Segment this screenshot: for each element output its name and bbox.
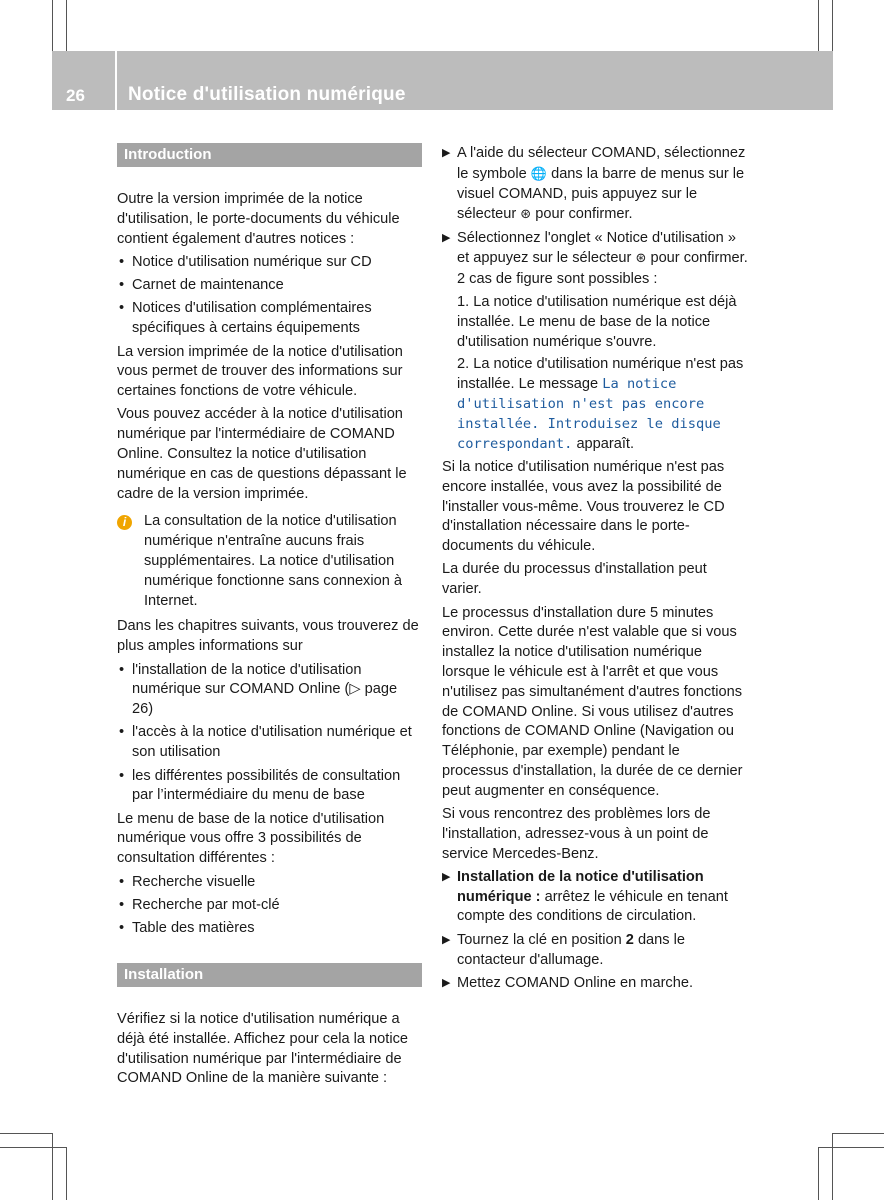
instruction-step: ▶ Tournez la clé en position 2 dans le contacteur d'allumage.: [442, 931, 685, 968]
crop-mark: [818, 1147, 884, 1148]
left-column: [117, 143, 422, 942]
instruction-step: ▶ Mettez COMAND Online en marche.: [442, 974, 748, 994]
crop-mark: [818, 0, 819, 51]
paragraph: Si la notice d'utilisation numérique n'est pas encore installée, vous avez la possibilité de l'installer vous-même. Vous trouverez le CD d'installation nécessaire dans le porte-documents du véhicule.: [442, 458, 725, 555]
crop-mark: [0, 1133, 52, 1134]
display-message: La notice d'utilisation n'est pas encore installée. Introduisez le disque correspondant.: [457, 376, 721, 452]
page-number: 26: [66, 86, 85, 105]
crop-mark: [832, 0, 833, 51]
controller-press-icon: ⊛: [520, 206, 532, 222]
info-note-text: La consultation de la notice d'utilisation numérique n'entraîne aucuns frais supplémentaires. La notice d'utilisation numérique fonctionne sans connexion à Internet.: [144, 513, 402, 609]
paragraph: La version imprimée de la notice d'utilisation vous permet de trouver des informations sur certaines fonctions de votre véhicule.: [117, 343, 403, 400]
crop-mark: [832, 1133, 833, 1200]
paragraph: Vérifiez si la notice d'utilisation numérique a déjà été installée. Affichez pour cela la notice d'utilisation numérique par l'intermédiaire de COMAND Online de la manière suivante :: [117, 1011, 408, 1087]
step-arrow-icon: ▶: [442, 231, 451, 244]
list-item: • l'accès à la notice d'utilisation numérique et son utilisation: [117, 723, 422, 763]
crop-mark: [66, 0, 67, 51]
list-item: • Notice d'utilisation numérique sur CD: [117, 253, 422, 273]
instruction-step: ▶ Installation de la notice d'utilisation numérique : arrêtez le véhicule en tenant compte des conditions de circulation.: [442, 868, 728, 925]
step-arrow-icon: ▶: [442, 147, 451, 159]
case-1: 1. La notice d'utilisation numérique est déjà installée. Le menu de base de la notice d'utilisation numérique s'ouvre.: [457, 294, 737, 350]
paragraph: Vous pouvez accéder à la notice d'utilisation numérique par l'intermédiaire de COMAND Online. Consultez la notice d'utilisation numérique en cas de questions dépassant le cadre de la version imprimée.: [117, 406, 407, 502]
crop-mark: [818, 1147, 819, 1200]
right-column: [442, 144, 748, 997]
section-heading-installation: Installation: [117, 963, 422, 987]
paragraph: Le processus d'installation dure 5 minutes environ. Cette durée n'est valable que si vous installez la notice d'utilisation numérique lorsque le véhicule est à l'arrêt et que vous n'utilisez pas simultanément d'autres fonctions de COMAND Online. Si vous utilisez d'autres fonctions de COMAND Online (Navigation ou Téléphonie, par exemple) pendant le processus d'installation, la durée de ce dernier peut augmenter en conséquence.: [442, 604, 743, 799]
list-item: • l'installation de la notice d'utilisation numérique sur COMAND Online (▷ page 26): [117, 661, 422, 720]
info-note: [117, 512, 422, 611]
list-item: • Recherche par mot-clé: [117, 896, 422, 916]
cases-intro: 2 cas de figure sont possibles :: [457, 271, 658, 288]
paragraph: Dans les chapitres suivants, vous trouverez de plus amples informations sur: [117, 618, 419, 655]
list-item: • Table des matières: [117, 919, 422, 939]
list-item: • Carnet de maintenance: [117, 276, 422, 296]
instruction-step: ▶ A l'aide du sélecteur COMAND, sélectionnez le symbole 🌐 dans la barre de menus sur le visuel COMAND, puis appuyez sur le sélecteur ⊛ pour confirmer.: [442, 145, 746, 223]
crop-mark: [832, 1133, 884, 1134]
left-column-install: [117, 963, 422, 1093]
list-item: • Recherche visuelle: [117, 873, 422, 893]
crop-mark: [52, 1133, 53, 1200]
step-arrow-icon: ▶: [442, 976, 451, 989]
step-arrow-icon: ▶: [442, 933, 451, 946]
controller-press-icon: ⊛: [635, 250, 647, 266]
header-separator: [115, 51, 117, 110]
paragraph: Outre la version imprimée de la notice d'utilisation, le porte-documents du véhicule contient également d'autres notices :: [117, 191, 400, 247]
list-item: • Notices d'utilisation complémentaires spécifiques à certains équipements: [117, 299, 422, 339]
paragraph: La durée du processus d'installation peut varier.: [442, 561, 707, 598]
paragraph: Si vous rencontrez des problèmes lors de l'installation, adressez-vous à un point de service Mercedes-Benz.: [442, 806, 711, 862]
crop-mark: [52, 0, 53, 51]
info-icon: i: [117, 515, 132, 530]
instruction-step: ▶ Sélectionnez l'onglet « Notice d'utilisation » et appuyez sur le sélecteur ⊛ pour confirmer. 2 cas de figure sont possibles : 1. La notice d'utilisation numérique est déjà installée. Le menu de base de la notice d'utilisation numérique s'ouvre. 2. La notice d'utilisation numérique n'est pas installée. Le message La notice d'utilisation n'est pas encore installée. Introduisez le disque correspondant. apparaît.: [442, 229, 748, 455]
crop-mark: [0, 1147, 66, 1148]
case-2: 2. La notice d'utilisation numérique n'est pas installée. Le message La notice d'utilisation n'est pas encore installée. Introduisez le disque correspondant. apparaît.: [457, 356, 744, 452]
section-heading-introduction: Introduction: [117, 143, 422, 167]
list-item: • les différentes possibilités de consultation par l’intermédiaire du menu de base: [117, 767, 422, 807]
step-arrow-icon: ▶: [442, 870, 451, 883]
paragraph: Le menu de base de la notice d'utilisation numérique vous offre 3 possibilités de consultation différentes :: [117, 810, 385, 867]
globe-icon: 🌐: [530, 165, 548, 181]
page-title: Notice d'utilisation numérique: [128, 84, 406, 105]
crop-mark: [66, 1147, 67, 1200]
